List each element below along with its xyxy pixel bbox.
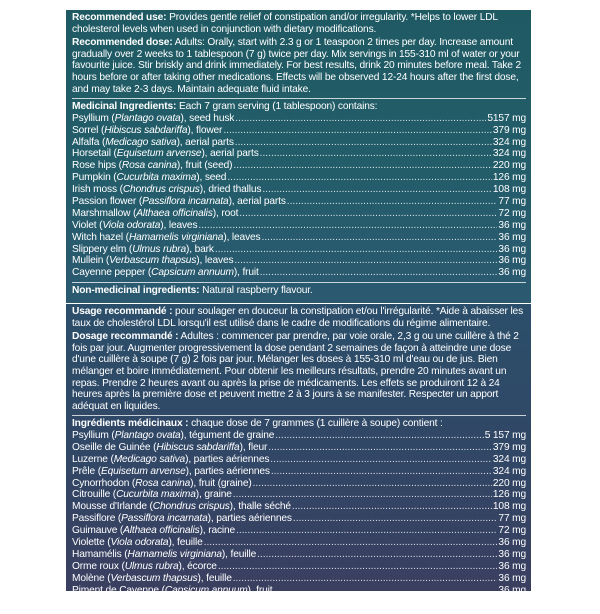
dot-leader — [292, 501, 492, 513]
ingredient-latin-name: Medicago sativa — [113, 453, 186, 465]
ingredient-amount: 324 mg — [492, 453, 526, 465]
ingredient-part: ), thalle séché — [229, 501, 291, 513]
ingredient-part: ), leaves — [196, 255, 234, 267]
ingredient-part: ), fruit — [233, 267, 259, 279]
ingredient-part: ), tégument de graine — [180, 429, 275, 441]
usage-recommande-heading: Usage recommandé : — [72, 306, 173, 317]
ingredient-latin-name: Chondrus crispus — [122, 184, 200, 196]
dot-leader — [271, 466, 492, 478]
ingredient-amount: 72 mg — [498, 525, 526, 537]
ingredient-name — [72, 525, 235, 537]
divider — [72, 415, 526, 416]
dosage-recommande-text: Adultes : commencer par prendre, par voie orale, 2,3 g ou une cuillère à thé 2 fois par jour. Augmenter progressivement la dose pendant 2 semaines de façon à atteindre une dose d'une cuillère à soupe (7 g) 2 fois par jour. Mélanger les doses à 155-310 ml d'eau ou de jus. Bien mélanger et boire immédiatement. Pour obtenir les meilleurs résultats, prendre 20 minutes avant un repas. Prendre 2 heures avant ou après la prise de médicaments. Les effets se produiront 12 à 24 heures après la première dose et peuvent mettre 2 à 3 jours à se manifester. Respecter un apport adéquat en liquides. — [72, 331, 519, 412]
ingredient-part: ), parties aériennes — [207, 513, 292, 525]
recommended-use-heading: Recommended use: — [72, 12, 167, 23]
ingredient-latin-name: Hamamelis virginiana — [128, 231, 224, 243]
ingredient-part: ), leaves — [223, 231, 261, 243]
ingredient-part: ), écorce — [178, 560, 217, 572]
ingredient-amount: 36 mg — [498, 243, 526, 255]
ingredient-name — [72, 160, 232, 172]
ingredients-medicinaux-heading: Ingrédients médicinaux : — [72, 418, 189, 430]
ingredient-amount: 36 mg — [498, 255, 526, 267]
ingredient-row — [72, 255, 526, 267]
ingredient-common-name: Cynorrhodon ( — [72, 477, 136, 489]
ingredient-amount: 324 mg — [492, 136, 526, 148]
dot-leader — [261, 232, 497, 244]
dot-leader — [233, 489, 492, 501]
ingredient-row — [72, 466, 526, 478]
ingredient-row — [72, 220, 526, 232]
dot-leader — [215, 244, 498, 256]
ingredient-amount: 36 mg — [498, 548, 526, 560]
ingredient-name — [72, 513, 292, 525]
ingredient-latin-name: Capsicum annuum — [151, 267, 234, 279]
ingredient-latin-name: Verbascum thapsus — [110, 572, 198, 584]
ingredient-common-name: Prêle ( — [72, 465, 101, 477]
ingredient-latin-name: Viola odorata — [110, 536, 169, 548]
ingredient-name — [72, 549, 256, 561]
ingredient-row — [72, 537, 526, 549]
ingredient-amount: 77 mg — [498, 195, 526, 207]
ingredient-part: ), leaves — [160, 219, 198, 231]
ingredient-common-name: Psyllium ( — [72, 429, 115, 441]
ingredient-latin-name: Hibiscus sabdariffa — [104, 124, 188, 136]
recommended-dose-heading: Recommended dose: — [72, 37, 173, 49]
dot-leader — [235, 113, 486, 125]
ingredient-list — [72, 113, 526, 279]
dot-leader — [239, 208, 497, 220]
dot-leader — [236, 525, 497, 537]
ingredient-latin-name: Passiflora incarnata — [121, 513, 208, 525]
ingredient-part: ), seed husk — [180, 112, 235, 124]
dot-leader — [233, 160, 492, 172]
dot-leader — [234, 255, 497, 267]
ingredient-amount: 126 mg — [492, 172, 526, 184]
ingredient-name — [72, 172, 226, 184]
ingredient-list — [72, 430, 526, 596]
ingredient-common-name: Luzerne ( — [72, 453, 114, 465]
ingredient-row — [72, 549, 526, 561]
ingredient-amount: 36 mg — [498, 536, 526, 548]
ingredient-row — [72, 113, 526, 125]
ingredient-amount: 379 mg — [492, 124, 526, 136]
ingredient-row — [72, 196, 526, 208]
ingredient-amount: 108 mg — [492, 184, 526, 196]
ingredient-row — [72, 478, 526, 490]
non-medicinal-heading: Non-medicinal ingredients: — [72, 285, 200, 297]
ingredient-row — [72, 489, 526, 501]
ingredient-row — [72, 125, 526, 137]
dot-leader — [235, 137, 492, 149]
ingredient-part: ), fleur — [239, 441, 268, 453]
ingredient-common-name: Sorrel ( — [72, 124, 105, 136]
ingredient-common-name: Guimauve ( — [72, 525, 124, 537]
ingredient-latin-name: Verbascum thapsus — [109, 255, 197, 267]
ingredient-latin-name: Rosa canina — [121, 160, 177, 172]
ingredient-row — [72, 172, 526, 184]
ingredient-amount: 36 mg — [498, 560, 526, 572]
ingredient-name — [72, 573, 232, 585]
dot-leader — [260, 267, 498, 279]
ingredient-row — [72, 267, 526, 279]
ingredient-latin-name: Capsicum annuum — [164, 584, 248, 596]
ingredient-common-name: Rose hips ( — [72, 160, 122, 172]
ingredient-latin-name: Ulmus rubra — [132, 243, 187, 255]
ingredient-amount: 36 mg — [498, 584, 526, 596]
ingredient-row — [72, 442, 526, 454]
ingredient-row — [72, 501, 526, 513]
ingredient-name — [72, 113, 234, 125]
ingredient-name — [72, 430, 274, 442]
ingredient-common-name: Witch hazel ( — [72, 231, 129, 243]
dot-leader — [198, 220, 497, 232]
ingredient-name — [72, 255, 233, 267]
ingredient-common-name: Violet ( — [72, 219, 103, 231]
ingredient-name — [72, 267, 259, 279]
dot-leader — [273, 585, 497, 597]
ingredient-row — [72, 184, 526, 196]
ingredient-part: ), aerial parts — [228, 195, 286, 207]
ingredient-part: ), racine — [199, 525, 236, 537]
ingredients-non-medicinaux-text: arôme naturel de framboise. — [212, 602, 336, 614]
ingredient-amount: 220 mg — [492, 477, 526, 489]
ingredient-amount: 36 mg — [498, 267, 526, 279]
ingredient-common-name: Oseille de Guinée ( — [72, 441, 157, 453]
ingredient-row — [72, 454, 526, 466]
ingredient-part: ), flower — [187, 124, 223, 136]
ingredient-name — [72, 125, 222, 137]
ingredient-amount: 379 mg — [492, 441, 526, 453]
ingredient-common-name: Hamamélis ( — [72, 548, 128, 560]
medicinal-ingredients-heading: Medicinal Ingredients: — [72, 101, 177, 113]
ingredient-part: ), aerial parts — [201, 148, 259, 160]
ingredient-latin-name: Passiflora incarnata — [142, 195, 229, 207]
ingredient-common-name: Irish moss ( — [72, 184, 123, 196]
ingredient-latin-name: Hamamelis virginiana — [127, 548, 222, 560]
ingredients-non-medicinaux — [72, 602, 526, 614]
ingredient-part: ), feuille — [221, 548, 257, 560]
ingredient-latin-name: Cucurbita maxima — [116, 172, 197, 184]
ingredient-row — [72, 244, 526, 256]
ingredient-common-name: Piment de Cayenne ( — [72, 584, 165, 596]
ingredient-part: ), parties aériennes — [185, 465, 270, 477]
ingredient-part: ), fruit (seed) — [176, 160, 233, 172]
ingredient-name — [72, 454, 269, 466]
ingredient-row — [72, 525, 526, 537]
ingredient-name — [72, 137, 234, 149]
ingredient-name — [72, 208, 238, 220]
ingredient-amount: 36 mg — [498, 231, 526, 243]
english-label-panel — [66, 10, 531, 303]
ingredient-name — [72, 184, 261, 196]
ingredient-common-name: Cayenne pepper ( — [72, 267, 152, 279]
dot-leader — [262, 184, 492, 196]
ingredient-latin-name: Chondrus crispus — [152, 501, 230, 513]
ingredient-row — [72, 160, 526, 172]
ingredient-latin-name: Medicago sativa — [105, 136, 177, 148]
ingredient-row — [72, 585, 526, 597]
divider — [72, 98, 526, 99]
ingredient-part: ), graine — [195, 489, 232, 501]
dot-leader — [270, 454, 492, 466]
ingredient-amount: 220 mg — [492, 160, 526, 172]
dosage-recommande-heading: Dosage recommandé : — [72, 331, 179, 343]
ingredient-part: ), feuille — [197, 572, 232, 584]
ingredient-amount: 72 mg — [498, 207, 526, 219]
ingredient-name — [72, 196, 286, 208]
ingredient-part: ), aerial parts — [176, 136, 234, 148]
ingredients-medicinaux-intro — [72, 418, 526, 430]
ingredient-name — [72, 478, 252, 490]
ingredient-latin-name: Equisetum arvense — [116, 148, 202, 160]
ingredient-part: ), parties aériennes — [185, 453, 270, 465]
usage-recommande — [72, 306, 526, 329]
ingredient-amount: 5 157 mg — [484, 429, 526, 441]
ingredient-common-name: Slippery elm ( — [72, 243, 133, 255]
ingredient-common-name: Violette ( — [72, 536, 111, 548]
ingredient-part: ), seed — [196, 172, 227, 184]
ingredient-latin-name: Viola odorata — [102, 219, 161, 231]
ingredient-amount: 77 mg — [498, 513, 526, 525]
non-medicinal-text: Natural raspberry flavour. — [202, 285, 313, 297]
ingredient-name — [72, 232, 260, 244]
ingredient-common-name: Marshmallow ( — [72, 207, 137, 219]
recommended-dose — [72, 37, 526, 95]
ingredient-name — [72, 501, 291, 513]
ingredient-name — [72, 537, 203, 549]
ingredient-part: ), dried thallus — [199, 184, 262, 196]
ingredient-name — [72, 561, 217, 573]
ingredient-common-name: Alfalfa ( — [72, 136, 106, 148]
ingredient-part: ), feuille — [168, 536, 203, 548]
dot-leader — [260, 148, 492, 160]
dot-leader — [268, 442, 492, 454]
dot-leader — [227, 172, 492, 184]
medicinal-ingredients-intro-text: Each 7 gram serving (1 tablespoon) contains: — [178, 101, 378, 113]
ingredient-latin-name: Ulmus rubra — [124, 560, 179, 572]
ingredient-amount: 126 mg — [492, 489, 526, 501]
ingredient-name — [72, 466, 270, 478]
dosage-recommande — [72, 331, 526, 412]
dot-leader — [204, 537, 498, 549]
dot-leader — [275, 430, 483, 442]
usage-recommande-text: pour soulager en douceur la constipation et/ou l'irrégularité. *Aide à abaisser les taux de cholestérol LDL lorsqu'il est utilisé dans le cadre de modifications du régime alimentaire. — [72, 306, 524, 329]
recommended-use-text: Provides gentle relief of constipation and/or irregularity. *Helps to lower LDL cholesterol levels when used in conjunction with dietary modifications. — [72, 12, 498, 35]
ingredient-amount: 36 mg — [498, 219, 526, 231]
medicinal-ingredients-intro — [72, 101, 526, 113]
dot-leader — [223, 125, 492, 137]
ingredient-row — [72, 573, 526, 585]
non-medicinal-ingredients — [72, 285, 526, 297]
ingredient-common-name: Pumpkin ( — [72, 172, 117, 184]
ingredient-common-name: Molène ( — [72, 572, 111, 584]
ingredient-latin-name: Plantago ovata — [114, 429, 181, 441]
ingredient-part: ), root — [212, 207, 239, 219]
ingredient-row — [72, 208, 526, 220]
ingredient-row — [72, 137, 526, 149]
ingredients-non-medicinaux-heading: Ingrédients non médicinaux : — [72, 602, 210, 614]
ingredient-latin-name: Cucurbita maxima — [116, 489, 196, 501]
ingredient-part: ), bark — [186, 243, 214, 255]
ingredient-name — [72, 244, 214, 256]
ingredient-common-name: Psyllium ( — [72, 112, 115, 124]
ingredient-name — [72, 220, 197, 232]
ingredient-part: ), fruit (graine) — [190, 477, 252, 489]
recommended-use — [72, 12, 526, 35]
ingredient-common-name: Citrouille ( — [72, 489, 117, 501]
ingredient-latin-name: Plantago ovata — [114, 112, 181, 124]
ingredient-amount: 324 mg — [492, 465, 526, 477]
ingredient-latin-name: Althaea officinalis — [136, 207, 213, 219]
divider — [72, 282, 526, 283]
ingredient-common-name: Mousse d'Irlande ( — [72, 501, 153, 513]
ingredient-common-name: Passiflore ( — [72, 513, 122, 525]
dot-leader — [257, 549, 497, 561]
ingredient-row — [72, 561, 526, 573]
dot-leader — [233, 573, 498, 585]
ingredient-row — [72, 430, 526, 442]
dot-leader — [287, 196, 498, 208]
ingredient-row — [72, 148, 526, 160]
ingredients-medicinaux-intro-text: chaque dose de 7 grammes (1 cuillère à soupe) contient : — [191, 418, 443, 430]
ingredient-latin-name: Rosa canina — [135, 477, 191, 489]
ingredient-amount: 324 mg — [492, 148, 526, 160]
ingredient-row — [72, 232, 526, 244]
ingredient-common-name: Horsetail ( — [72, 148, 117, 160]
ingredient-common-name: Passion flower ( — [72, 195, 143, 207]
dot-leader — [218, 561, 498, 573]
french-label-panel — [66, 304, 531, 614]
dot-leader — [253, 478, 492, 490]
ingredient-latin-name: Hibiscus sabdariffa — [156, 441, 240, 453]
recommended-dose-text: Adults: Orally, start with 2.3 g or 1 teaspoon 2 times per day. Increase amount gradually over 2 weeks to 1 tablespoon (7 g) twice per day. Mix servings in 155-310 ml of water or your favourite juice. Stir briskly and drink immediately. For best results, drink 20 minutes before meal. Take 2 hours before or after taking other medications. Effects will be observed 12-24 hours after the first dose, and may take 2-3 days. Maintain adequate fluid intake. — [72, 37, 521, 95]
ingredient-latin-name: Equisetum arvense — [100, 465, 186, 477]
ingredient-amount: 36 mg — [498, 572, 526, 584]
ingredient-part: ), fruit — [247, 584, 273, 596]
ingredient-amount: 5157 mg — [487, 112, 526, 124]
ingredient-amount: 108 mg — [492, 501, 526, 513]
ingredient-name — [72, 585, 272, 597]
ingredient-name — [72, 148, 259, 160]
dot-leader — [293, 513, 498, 525]
ingredient-name — [72, 442, 267, 454]
ingredient-common-name: Mullein ( — [72, 255, 110, 267]
ingredient-row — [72, 513, 526, 525]
ingredient-latin-name: Althaea officinalis — [123, 525, 200, 537]
ingredient-name — [72, 489, 232, 501]
ingredient-common-name: Orme roux ( — [72, 560, 125, 572]
